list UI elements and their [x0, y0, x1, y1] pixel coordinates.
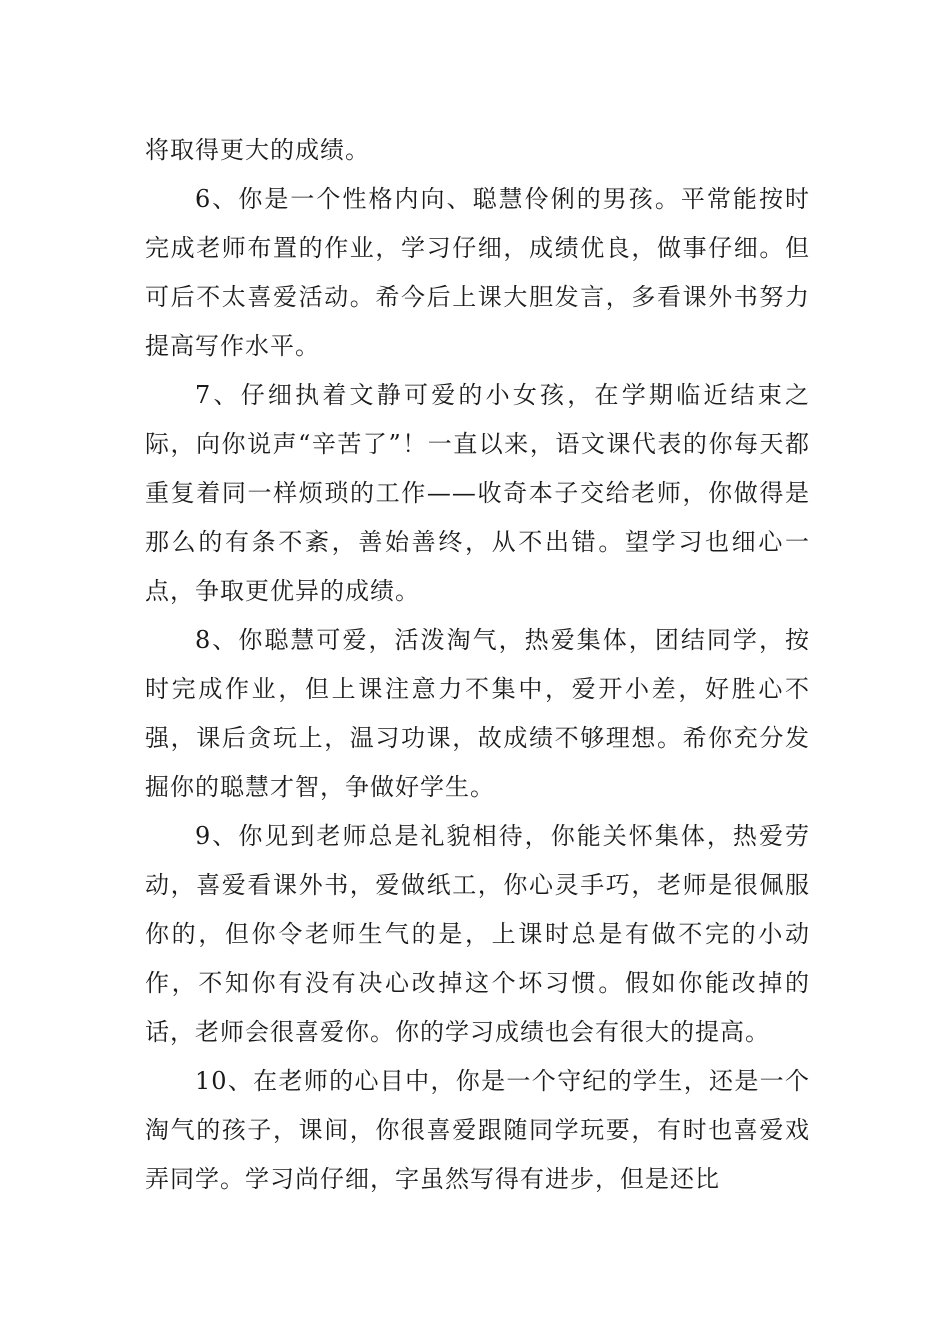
paragraph-item-6: 6、你是一个性格内向、聪慧伶俐的男孩。平常能按时完成老师布置的作业，学习仔细，成绩优良，做事仔细。但可后不太喜爱活动。希今后上课大胆发言，多看课外书努力提高写作水平。	[145, 185, 810, 360]
document-body	[145, 126, 810, 1204]
paragraph-item-9: 9、你见到老师总是礼貌相待，你能关怀集体，热爱劳动，喜爱看课外书，爱做纸工，你心灵手巧，老师是很佩服你的，但你令老师生气的是，上课时总是有做不完的小动作，不知你有没有决心改掉这个坏习惯。假如你能改掉的话，老师会很喜爱你。你的学习成绩也会有很大的提高。	[145, 822, 810, 1046]
paragraph-item-10: 10、在老师的心目中，你是一个守纪的学生，还是一个淘气的孩子，课间，你很喜爱跟随同学玩要，有时也喜爱戏弄同学。学习尚仔细，字虽然写得有进步，但是还比	[145, 1067, 810, 1193]
paragraph-item-7: 7、仔细执着文静可爱的小女孩，在学期临近结束之际，向你说声“辛苦了”！一直以来，语文课代表的你每天都重复着同一样烦琐的工作——收奇本子交给老师，你做得是那么的有条不紊，善始善终，从不出错。望学习也细心一点，争取更优异的成绩。	[145, 381, 810, 605]
paragraph-continuation: 将取得更大的成绩。	[145, 136, 370, 164]
paragraph-item-8: 8、你聪慧可爱，活泼淘气，热爱集体，团结同学，按时完成作业，但上课注意力不集中，爱开小差，好胜心不强，课后贪玩上，温习功课，故成绩不够理想。希你充分发掘你的聪慧才智，争做好学生。	[145, 626, 810, 801]
